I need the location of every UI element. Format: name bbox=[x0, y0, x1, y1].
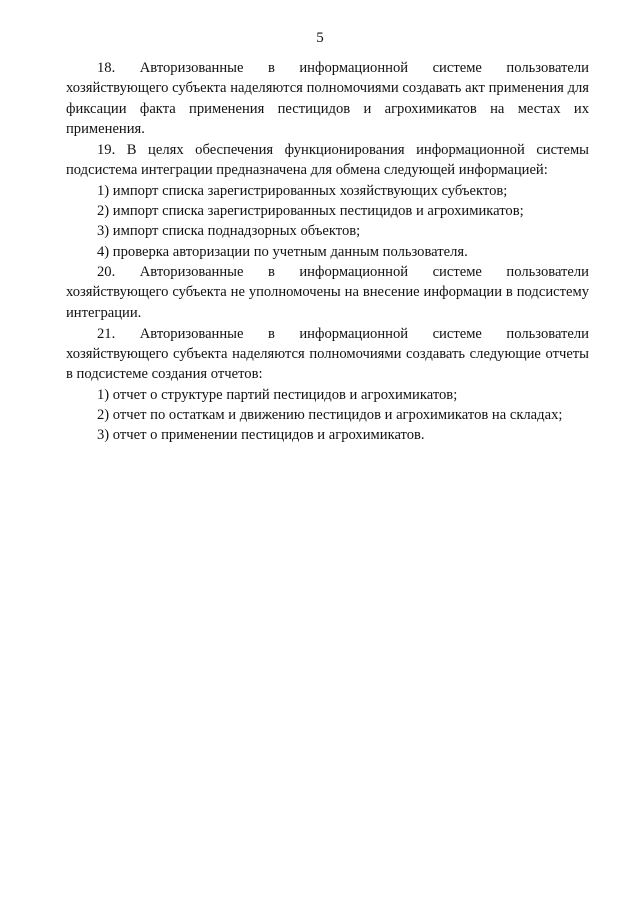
paragraph-20: 20. Авторизованные в информационной системе пользователи хозяйствующего субъекта не уполномочены на внесение информации в подсистему интеграции. bbox=[66, 263, 589, 321]
paragraph-18: 18. Авторизованные в информационной системе пользователи хозяйствующего субъекта наделяются полномочиями создавать акт применения для фиксации факта применения пестицидов и агрохимикатов на местах их применения. bbox=[66, 60, 589, 137]
list-item-19-1: 1) импорт списка зарегистрированных хозяйствующих субъектов; bbox=[97, 182, 508, 199]
list-item-19-3: 3) импорт списка поднадзорных объектов; bbox=[97, 223, 361, 240]
list-item-21-3: 3) отчет о применении пестицидов и агрохимикатов. bbox=[97, 427, 425, 444]
list-item-19-2: 2) импорт списка зарегистрированных пестицидов и агрохимикатов; bbox=[97, 203, 524, 220]
paragraph-21: 21. Авторизованные в информационной системе пользователи хозяйствующего субъекта наделяются полномочиями создавать следующие отчеты в подсистеме создания отчетов: bbox=[66, 325, 589, 383]
paragraph-19: 19. В целях обеспечения функционирования информационной системы подсистема интеграции предназначена для обмена следующей информацией: bbox=[66, 142, 589, 179]
page-number: 5 bbox=[316, 30, 324, 46]
list-item-21-2: 2) отчет по остаткам и движению пестицидов и агрохимикатов на складах; bbox=[97, 407, 563, 424]
list-item-21-1: 1) отчет о структуре партий пестицидов и агрохимикатов; bbox=[97, 386, 458, 403]
list-item-19-4: 4) проверка авторизации по учетным данным пользователя. bbox=[97, 243, 468, 260]
document-body bbox=[66, 58, 589, 446]
